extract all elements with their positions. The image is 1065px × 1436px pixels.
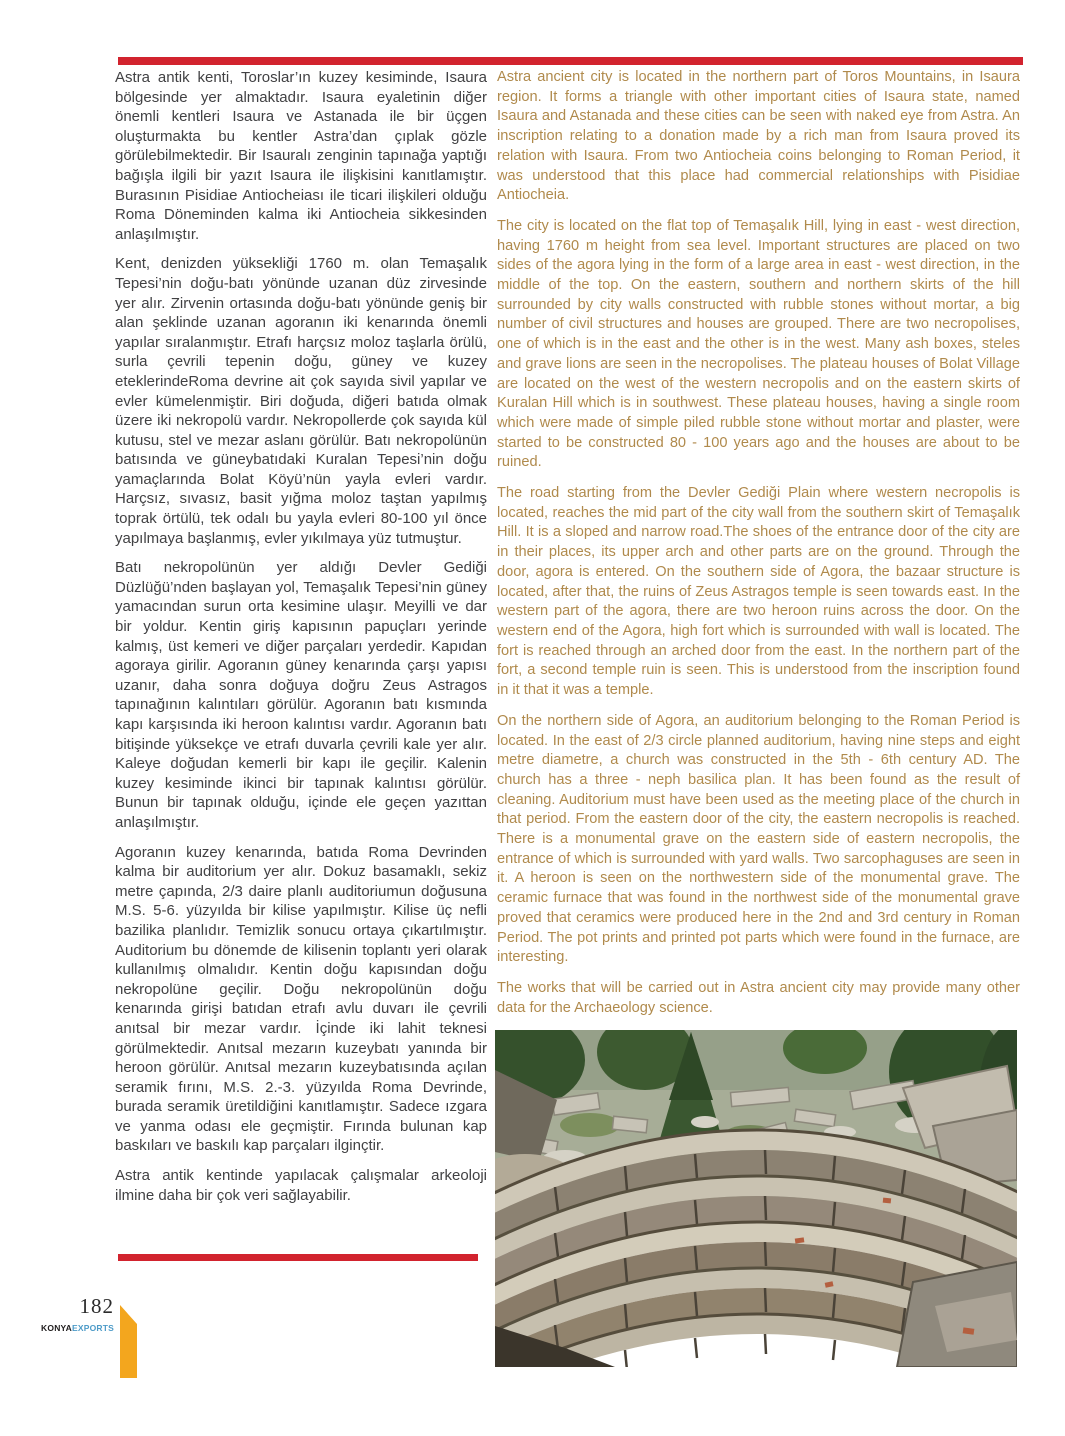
top-red-rule [118, 57, 1023, 65]
turkish-paragraph: Agoranın kuzey kenarında, batıda Roma Devrinden kalma bir auditorium yer alır. Dokuz basamaklı, sekiz metre çapında, 2/3 daire planlı auditoriumun doğusuna M.S. 5-6. yüzyılda bir kilise yapılmıştır. Kilise üç nefli bazilika planlıdır. Temizlik sonucu ortaya çıkartılmıştır. Auditorium bu dönemde de kilisenin toplantı yeri olarak kullanılmış olmalıdır. Kentin doğu kapısından doğu nekropolüne geçilir. Doğu nekropolünün doğu kenarında girişi batıdan etrafı avlu duvarı ile çevrili anıtsal bir mezar vardır. İçinde iki lahit teknesi görülmektedir. Anıtsal mezarın kuzeybatı yanında bir heroon görülür. Anıtsal mezarın kuzeybatısında açılan seramik fırını, M.S. 2.-3. yüzyılda Roma Devrinde, burada seramik üretildiğini kanıtlamıştır. Sadece ızgara ve yanma odası ele geçmiştir. Fırında bulunan kap baskıları ve baskılı kap parçaları ilginçtir. [115, 843, 487, 1155]
turkish-column-end-rule [118, 1254, 478, 1261]
english-paragraph: On the northern side of Agora, an auditorium belonging to the Roman Period is located. In the east of 2/3 circle planned auditorium, having nine steps and eight metre diametre, a church was constructed in the 5th - 6th century AD. The church has a three - neph basilica plan. It has been found as the result of cleaning. Auditorium must have been used as the meeting place of the church in that period. From the eastern door of the city, the eastern necropolis is reached. There is a monumental grave on the eastern side of eastern necropolis, the entrance of which is surrounded with yard walls. Two sarcophaguses are seen in it. A heroon is seen on the northwestern side of the monumental grave. The ceramic furnace that was found in the northwest side of the monumental grave proved that ceramics were produced here in the 2nd and 3rd century in Roman Period. The pot prints and printed pot parts which were found in the furnace, are interesting. [497, 712, 1020, 966]
english-paragraph: Astra ancient city is located in the northern part of Toros Mountains, in Isaura region. It forms a triangle with other important cities of Isaura state, named Isaura and Astanada and these cities can be seen with naked eye from Astra. An inscription relating to a donation made by a rich man from Isaura proved its relation with Isaura. From two Antiocheia coins belonging to Roman Period, it was understood that this place had commercial relationships with Pisidiae Antiocheia. [497, 69, 1020, 204]
auditorium-photo-graphic [495, 1030, 1017, 1367]
turkish-paragraph: Kent, denizden yüksekliği 1760 m. olan Temaşalık Tepesi’nin doğu-batı yönünde uzanan düz zirvesinde yer alır. Zirvenin ortasında doğu-batı yönünde geniş bir alan şeklinde uzanan agoranın iki kenarında önemli yapılar sıralanmıştır. Etrafı harçsız moloz taşlarla örülü, surla çevrili tepenin doğu, güney ve kuzey eteklerindeRoma devrine ait çok sayıda sivil yapılar ve evler kümelenmiştir. Biri doğuda, diğeri batıda olmak üzere iki nekropolü vardır. Nekropollerde çok sayıda kül kutusu, stel ve mezar aslanı görülür. Batı nekropolünün batısında ve güneybatıdaki Kuralan Tepesi’nin doğu yamaçlarında Bolat Köyü’nün yayla evleri vardır. Harçsız, sıvasız, basit yığma moloz taştan yapılmış toprak örtülü, tek odalı bu yayla evleri 80-100 yıl önce yapılmaya başlanmış, evler yıkılmaya yüz tutmuştur. [115, 255, 487, 547]
brand-exports: EXPORTS [71, 1323, 114, 1333]
brand-konya: KONYA [41, 1323, 72, 1333]
english-paragraph: The city is located on the flat top of Temaşalık Hill, lying in east - west direction, having 1760 m height from sea level. Important structures are placed on two sides of the agora lying in the form of a large area in east - west direction, in the middle of the top. On the eastern, southern and northern skirts of the hill surrounded by city walls constructed with rubble stones without mortar, a big number of civil structures and houses are grouped. There are two necropolises, one of which is in the east and the other is in the west. Many ash boxes, steles and grave lions are seen in the necropolises. The plateau houses of Bolat Village are located on the west of the western necropolis and on the eastern skirts of Kuralan Hill which is in southwest. These plateau houses, having a single room which were made of simple piled rubble stone without mortar and plaster, were started to be constructed 80 - 100 years ago and the houses are about to be ruined. [497, 217, 1020, 471]
auditorium-photo [495, 1030, 1017, 1367]
turkish-paragraph: Astra antik kenti, Toroslar’ın kuzey kesiminde, Isaura bölgesinde yer almaktadır. Isaura eyaletinin diğer önemli kentleri Isaura ve Astanada ile bir üçgen oluşturmakta bu kentler Astra’dan çıplak gözle görülebilmektedir. Bir Isauralı zenginin tapınağa yaptığı bağışla ilgili bir yazıt Isaura ile ilişkisini kanıtlamıştır. Burasının Pisidiae Antiocheiası ile ticari ilişkileri olduğu Roma Döneminden kalma iki Antiocheia sikkesinden anlaşılmıştır. [115, 69, 487, 243]
turkish-paragraph: Batı nekropolünün yer aldığı Devler Gediği Düzlüğü’nden başlayan yol, Temaşalık Tepesi’nin güney yamacından surun orta kesimine ulaşır. Meyilli ve dar bir yoldur. Kentin giriş kapısının papuçları yerinde kalmış, üst kemeri ve diğer parçaları yerdedir. Kapıdan agoraya girilir. Agoranın güney kenarında çarşı yapısı uzanır, daha sonra doğuya doğru Zeus Astragos tapınağının kalıntıları görülür. Agoranın batı kısmında kapı karşısında iki heroon kalıntısı vardır. Agoranın batı bitişinde yüksekçe ve etrafı duvarla çevrili kale yer alır. Kaleye doğudan kemerli bir kapı ile geçilir. Kalenin kuzey kesiminde ikinci bir tapınak kalıntısı görülür. Bunun bir tapınak olduğu, içinde ele geçen yazıttan anlaşılmıştır. [115, 559, 487, 831]
english-paragraph: The road starting from the Devler Gediği Plain where western necropolis is located, reaches the mid part of the city wall from the southern skirt of Temaşalık Hill. It is a sloped and narrow road.The shoes of the entrance door of the city are in their places, its upper arch and other parts are on the ground. Through the door, agora is entered. On the southern side of Agora, the bazaar structure is located, after that, the ruins of Zeus Astragos temple is seen towards east. In the western part of the agora, there are two heroon ruins across the door. On the western end of the Agora, high fort which is surrounded with wall is located. The fort is reached through an arched door from the east. In the northern part of the fort, a second temple ruin is seen. This is understood from the inscription found in it that it was a temple. [497, 485, 1020, 699]
english-column [497, 68, 1020, 1029]
page-number: 182 [79, 1294, 114, 1318]
page-marker-ribbon [120, 1305, 137, 1378]
turkish-paragraph: Astra antik kentinde yapılacak çalışmalar arkeoloji ilmine daha bir çok veri sağlayabilir. [115, 1167, 487, 1204]
english-paragraph: The works that will be carried out in Astra ancient city may provide many other data for the Archaeology science. [497, 979, 1020, 1016]
brand-logo [30, 1323, 114, 1333]
turkish-column [115, 68, 487, 1215]
